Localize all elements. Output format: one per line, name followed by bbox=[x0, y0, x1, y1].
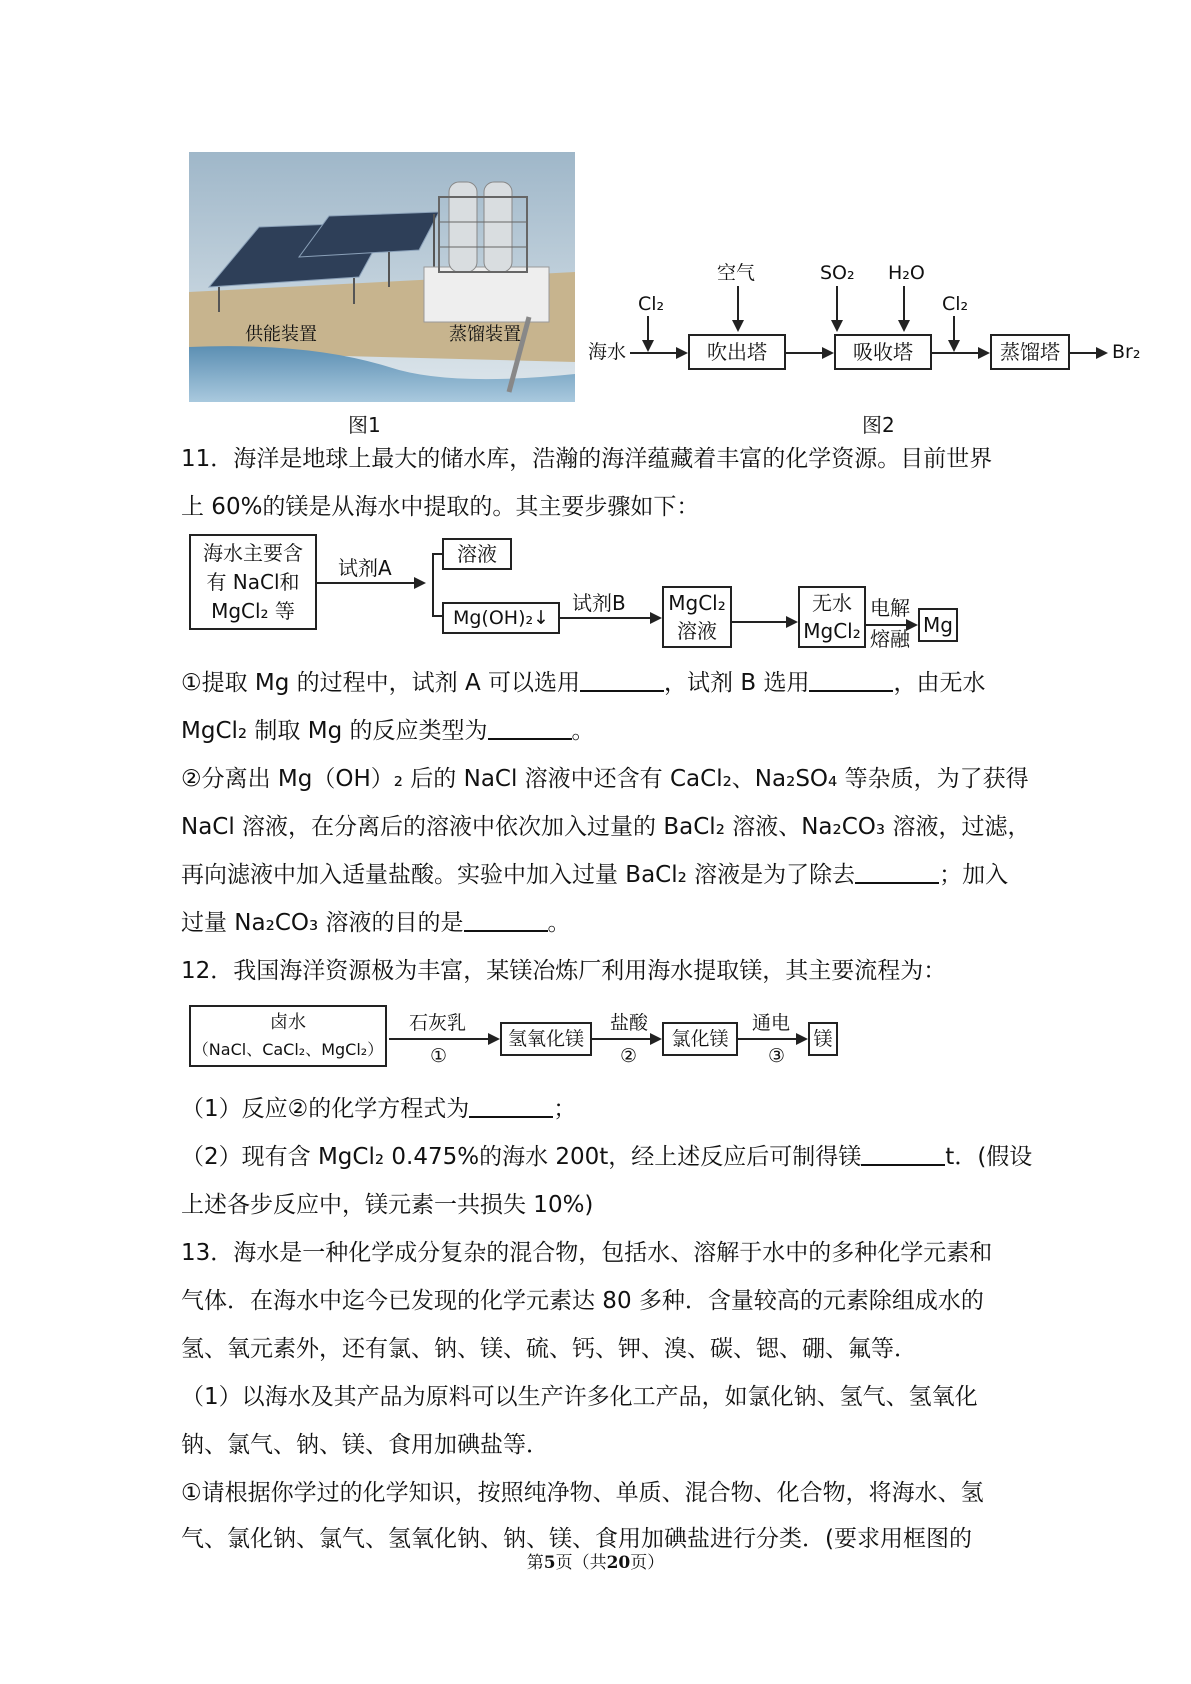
q11-start-line1: 海水主要含 bbox=[203, 540, 303, 565]
q11-anhydrous-2: MgCl₂ bbox=[803, 619, 861, 643]
q12-step2-num: ② bbox=[620, 1045, 638, 1067]
solar-distillation-picture bbox=[189, 152, 575, 402]
fig2-tower-absorb: 吸收塔 bbox=[834, 334, 932, 370]
q11-line1: 11．海洋是地球上最大的储水库，浩瀚的海洋蕴藏着丰富的化学资源。目前世界 bbox=[181, 446, 993, 472]
q12-mgcl-box: 氯化镁 bbox=[662, 1022, 738, 1056]
q12-blank-equation[interactable] bbox=[469, 1092, 553, 1118]
q11-reagent-a: 试剂A bbox=[338, 556, 392, 580]
q12-line-3 bbox=[738, 1038, 798, 1040]
footer-page-number: 5 bbox=[543, 1553, 556, 1573]
fig2-arrowhead-2 bbox=[822, 347, 834, 359]
q13-l3: 氢、氧元素外，还有氯、钠、镁、硫、钙、钾、溴、碳、锶、硼、氟等． bbox=[181, 1336, 917, 1362]
q12-arrowhead-3 bbox=[796, 1033, 808, 1045]
fig2-air: 空气 bbox=[717, 262, 756, 284]
q12-brine-2: （NaCl、CaCl₂、MgCl₂） bbox=[192, 1040, 384, 1059]
q13-l5: 钠、氯气、钠、镁、食用加碘盐等． bbox=[181, 1432, 549, 1458]
fig2-so2-line bbox=[836, 286, 838, 322]
fig2-cl2-a: Cl₂ bbox=[638, 293, 665, 315]
q11-arrowhead-b bbox=[650, 612, 662, 624]
fig2-h2o: H₂O bbox=[888, 262, 925, 284]
q11-blank-purpose[interactable] bbox=[464, 906, 548, 932]
q11-p2-l3b: ；加入 bbox=[939, 862, 1009, 888]
fig2-output: Br₂ bbox=[1112, 341, 1141, 363]
q11-line2: 上 60%的镁是从海水中提取的。其主要步骤如下： bbox=[181, 494, 700, 520]
fig1-distill-label: 蒸馏装置 bbox=[449, 324, 521, 345]
q11-p1-a: ①提取 Mg 的过程中，试剂 A 可以选用 bbox=[181, 670, 581, 696]
q12-brine-box bbox=[189, 1005, 387, 1067]
q11-anhydrous-box bbox=[798, 586, 866, 648]
footer-post: 页） bbox=[630, 1553, 665, 1573]
q12-line1: 12．我国海洋资源极为丰富，某镁冶炼厂利用海水提取镁，其主要流程为： bbox=[181, 958, 947, 984]
footer-mid: 页（共 bbox=[555, 1553, 607, 1573]
fig1-supply-label: 供能装置 bbox=[245, 324, 317, 345]
q12-s2a: （2）现有含 MgCl₂ 0.475%的海水 200t，经上述反应后可制得镁 bbox=[181, 1144, 862, 1170]
q11-p1-c: ，由无水 bbox=[893, 670, 986, 696]
q11-p2-l4b: 。 bbox=[547, 910, 571, 936]
q11-start-line3: MgCl₂ 等 bbox=[211, 598, 295, 623]
fig2-line-2 bbox=[786, 352, 826, 354]
figure-1-illustration bbox=[189, 152, 575, 402]
q11-electro-1: 电解 bbox=[870, 596, 910, 620]
q12-s1a: （1）反应②的化学方程式为 bbox=[181, 1096, 470, 1122]
fig2-h2o-arrowhead bbox=[898, 320, 910, 332]
q12-brine-1: 卤水 bbox=[270, 1012, 306, 1033]
q12-s1 bbox=[181, 1086, 1021, 1132]
q11-anhydrous-1: 无水 bbox=[812, 591, 852, 615]
q11-p2-l4a: 过量 Na₂CO₃ 溶液的目的是 bbox=[181, 910, 464, 936]
fig2-caption: 图2 bbox=[862, 413, 895, 437]
q13-l4: （1）以海水及其产品为原料可以生产许多化工产品，如氯化钠、氢气、氢氧化 bbox=[181, 1384, 978, 1410]
q11-branch-bottom bbox=[432, 615, 442, 617]
fig2-air-line bbox=[737, 286, 739, 322]
q12-step1-num: ① bbox=[430, 1045, 448, 1067]
q11-branch-top bbox=[432, 553, 442, 555]
q11-p1-d: MgCl₂ 制取 Mg 的反应类型为 bbox=[181, 718, 488, 744]
q12-s2 bbox=[181, 1134, 1033, 1180]
q11-mgcl2-sol-1: MgCl₂ bbox=[668, 591, 726, 615]
fig2-input: 海水 bbox=[588, 341, 627, 363]
q12-arrowhead-2 bbox=[650, 1033, 662, 1045]
q11-mgcl2-sol-2: 溶液 bbox=[677, 619, 717, 643]
q12-s1b: ； bbox=[553, 1096, 577, 1122]
q11-blank-reagent-b[interactable] bbox=[809, 666, 893, 692]
q12-line-2 bbox=[592, 1038, 652, 1040]
q12-step3-top: 通电 bbox=[752, 1012, 791, 1034]
q11-mgcl2-solution-box bbox=[662, 586, 732, 648]
q11-p2-line2: NaCl 溶液，在分离后的溶液中依次加入过量的 BaCl₂ 溶液、Na₂CO₃ 溶液，过滤， bbox=[181, 814, 1031, 840]
q11-start-line2: 有 NaCl和 bbox=[206, 569, 300, 594]
fig2-cl2-a-arrowhead bbox=[642, 340, 654, 352]
q11-p1-line2 bbox=[181, 708, 1021, 754]
fig1-caption: 图1 bbox=[348, 413, 381, 437]
q12-line-1 bbox=[389, 1038, 491, 1040]
q11-p1-e: 。 bbox=[571, 718, 595, 744]
fig2-so2-arrowhead bbox=[831, 320, 843, 332]
q11-electro-2: 熔融 bbox=[870, 627, 910, 651]
q11-p2-line1: ②分离出 Mg（OH）₂ 后的 NaCl 溶液中还含有 CaCl₂、Na₂SO₄ 等杂质，为了获得 bbox=[181, 766, 1029, 792]
q12-blank-mass[interactable] bbox=[861, 1140, 945, 1166]
q11-p1-b: ，试剂 B 选用 bbox=[664, 670, 810, 696]
q12-step3-num: ③ bbox=[768, 1045, 786, 1067]
q11-solution-box: 溶液 bbox=[442, 538, 512, 570]
q11-line-d bbox=[866, 624, 908, 626]
q11-arrowhead-a bbox=[414, 577, 426, 589]
q11-branch-vertical bbox=[432, 553, 434, 617]
q12-s2-cont: 上述各步反应中，镁元素一共损失 10%) bbox=[181, 1192, 594, 1218]
q13-l7: 气、氯化钠、氯气、氢氧化钠、钠、镁、食用加碘盐进行分类．(要求用框图的 bbox=[181, 1526, 972, 1552]
fig2-arrowhead-3 bbox=[978, 347, 990, 359]
footer-pre: 第 bbox=[526, 1553, 544, 1573]
q11-p2-l3a: 再向滤液中加入适量盐酸。实验中加入过量 BaCl₂ 溶液是为了除去 bbox=[181, 862, 856, 888]
q11-product-box: Mg bbox=[918, 608, 958, 642]
fig2-cl2-b-arrowhead bbox=[948, 340, 960, 352]
q11-line-c bbox=[732, 621, 788, 623]
q12-mg-box: 镁 bbox=[808, 1022, 838, 1056]
footer-total-pages: 20 bbox=[606, 1553, 631, 1573]
q12-step1-top: 石灰乳 bbox=[409, 1012, 467, 1034]
q13-l1: 13．海水是一种化学成分复杂的混合物，包括水、溶解于水中的多种化学元素和 bbox=[181, 1240, 993, 1266]
q11-blank-reagent-a[interactable] bbox=[580, 666, 664, 692]
page-footer bbox=[0, 1548, 1191, 1573]
q11-line-a bbox=[317, 582, 417, 584]
q13-l6: ①请根据你学过的化学知识，按照纯净物、单质、混合物、化合物，将海水、氢 bbox=[181, 1480, 984, 1506]
fig2-cl2-b: Cl₂ bbox=[942, 293, 969, 315]
q11-start-box bbox=[189, 534, 317, 630]
q11-p1-line1 bbox=[181, 660, 1021, 706]
q11-blank-remove[interactable] bbox=[855, 858, 939, 884]
fig2-tower-distill: 蒸馏塔 bbox=[990, 334, 1070, 370]
q11-arrowhead-d bbox=[906, 619, 918, 631]
fig2-line-1 bbox=[630, 352, 680, 354]
q11-precipitate-box: Mg(OH)₂↓ bbox=[442, 602, 560, 634]
fig2-line-3 bbox=[932, 352, 982, 354]
q11-reagent-b: 试剂B bbox=[572, 591, 626, 615]
q12-arrowhead-1 bbox=[488, 1033, 500, 1045]
q12-step2-top: 盐酸 bbox=[610, 1012, 649, 1034]
q11-blank-reaction-type[interactable] bbox=[488, 714, 572, 740]
q11-p2-line3 bbox=[181, 852, 1021, 898]
q12-s2b: t．(假设 bbox=[945, 1144, 1033, 1170]
fig2-arrowhead-4 bbox=[1096, 347, 1108, 359]
fig2-h2o-line bbox=[903, 286, 905, 322]
q11-arrowhead-c bbox=[786, 616, 798, 628]
q13-l2: 气体．在海水中迄今已发现的化学元素达 80 多种．含量较高的元素除组成水的 bbox=[181, 1288, 984, 1314]
fig2-so2: SO₂ bbox=[820, 262, 855, 284]
q12-mgoh-box: 氢氧化镁 bbox=[500, 1022, 592, 1056]
q11-line-b bbox=[560, 617, 652, 619]
q11-p2-line4 bbox=[181, 900, 1021, 946]
fig2-tower-blowout: 吹出塔 bbox=[688, 334, 786, 370]
fig2-air-arrowhead bbox=[732, 320, 744, 332]
fig2-arrowhead-1 bbox=[676, 347, 688, 359]
